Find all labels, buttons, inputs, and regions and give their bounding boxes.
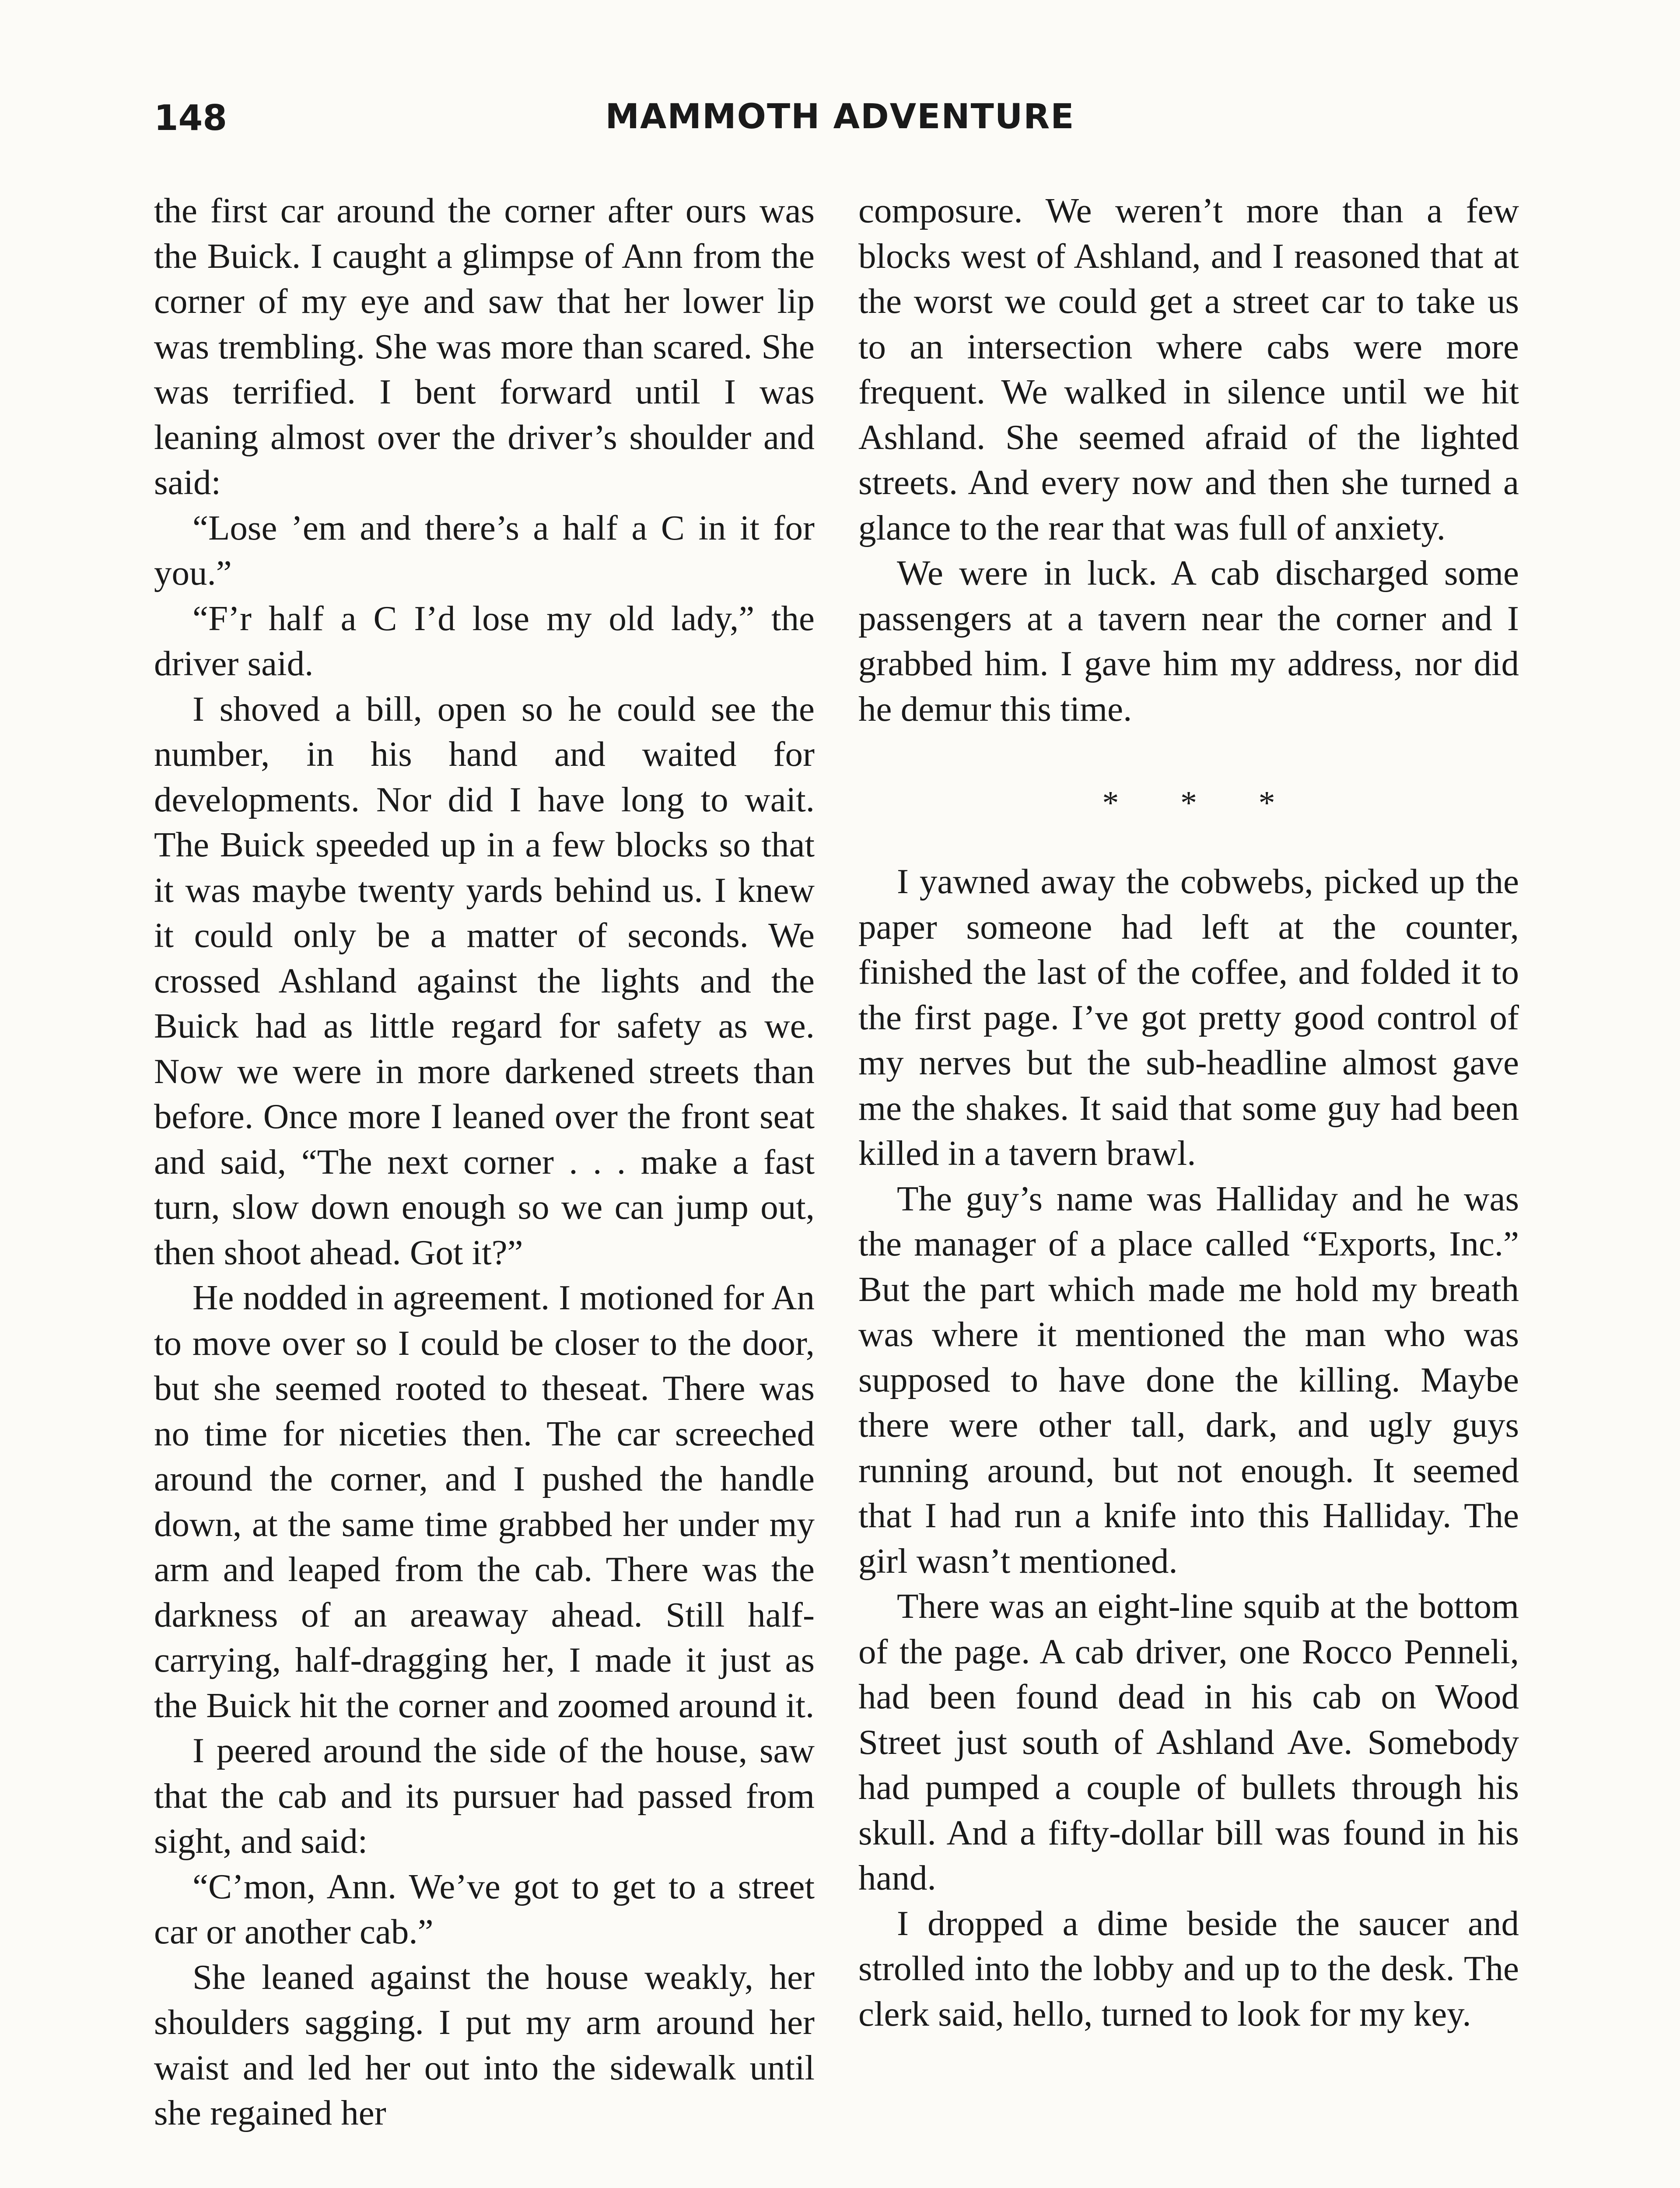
paragraph: The guy’s name was Halliday and he was the manager of a place called “Exports, Inc.” But the part which made me hold my breath was where it mentioned the man who was supposed to have done the killing. Maybe there were other tall, dark, and ugly guys running around, but not enough. It seemed that I had run a knife into this Halliday. The girl wasn’t mentioned. xyxy=(858,1178,1519,1581)
paragraph: I peered around the side of the house, saw that the cab and its pursuer had passed from sight, and said: xyxy=(154,1731,815,1861)
paragraph: We were in luck. A cab discharged some passengers at a tavern near the corner and I grabbed him. I gave him my address, nor did he demur this time. xyxy=(858,553,1519,729)
paragraph: composure. We weren’t more than a few blocks west of Ashland, and I reasoned that at the worst we could get a street car to take us to an intersection where cabs were more frequent. We walked in silence until we hit Ashland. She seemed afraid of the lighted streets. And every now and then she turned a glance to the rear that was full of anxiety. xyxy=(858,191,1519,547)
paragraph: He nodded in agreement. I motioned for An to move over so I could be closer to the door, but she seemed rooted to theseat. There was no time for niceties then. The car screeched around the corner, and I pushed the handle down, at the same time grabbed her under my arm and leaped from the cab. There was the darkness of an areaway ahead. Still half-carrying, half-dragging her, I made it just as the Buick hit the corner and zoomed around it. xyxy=(154,1278,815,1725)
paragraph: “F’r half a C I’d lose my old lady,” the driver said. xyxy=(154,598,815,683)
paragraph: “C’mon, Ann. We’ve got to get to a street car or another cab.” xyxy=(154,1866,815,1951)
paragraph: There was an eight-line squib at the bottom of the page. A cab driver, one Rocco Penneli, had been found dead in his cab on Wood Street just south of Ashland Ave. Somebody had pumped a couple of bullets through his skull. And a fifty-dollar bill was found in his hand. xyxy=(858,1586,1519,1897)
paragraph: the first car around the corner after ours was the Buick. I caught a glimpse of Ann from the corner of my eye and saw that her lower lip was trembling. She was more than scared. She was terrified. I bent forward until I was leaning almost over the driver’s shoulder and said: xyxy=(154,191,815,502)
paragraph: She leaned against the house weakly, her shoulders sagging. I put my arm around her waist and led her out into the sidewalk until she regained her xyxy=(154,1957,815,2132)
paragraph: I yawned away the cobwebs, picked up the paper someone had left at the counter, finished the last of the coffee, and folded it to the first page. I’ve got pretty good control of my nerves but the sub-headline almost gave me the shakes. It said that some guy had been killed in a tavern brawl. xyxy=(858,862,1519,1173)
paragraph: I shoved a bill, open so he could see the number, in his hand and waited for developments. Nor did I have long to wait. The Buick speeded up in a few blocks so that it was maybe twenty yards behind us. I knew it could only be a matter of seconds. We crossed Ashland against the lights and the Buick had as little regard for safety as we. Now we were in more darkened streets than before. Once more I leaned over the front seat and said, “The next corner . . . make a fast turn, slow down enough so we can jump out, then shoot ahead. Got it?” xyxy=(154,689,815,1272)
paragraph: “Lose ’em and there’s a half a C in it for you.” xyxy=(154,508,815,593)
paragraph: I dropped a dime beside the saucer and strolled into the lobby and up to the desk. The clerk said, hello, turned to look for my key. xyxy=(858,1903,1519,2034)
page-number: 148 xyxy=(154,98,227,138)
right-column xyxy=(858,188,1519,2037)
running-title: MAMMOTH ADVENTURE xyxy=(605,97,1075,137)
left-column xyxy=(154,188,815,2136)
section-break: * * * xyxy=(1102,785,1302,821)
